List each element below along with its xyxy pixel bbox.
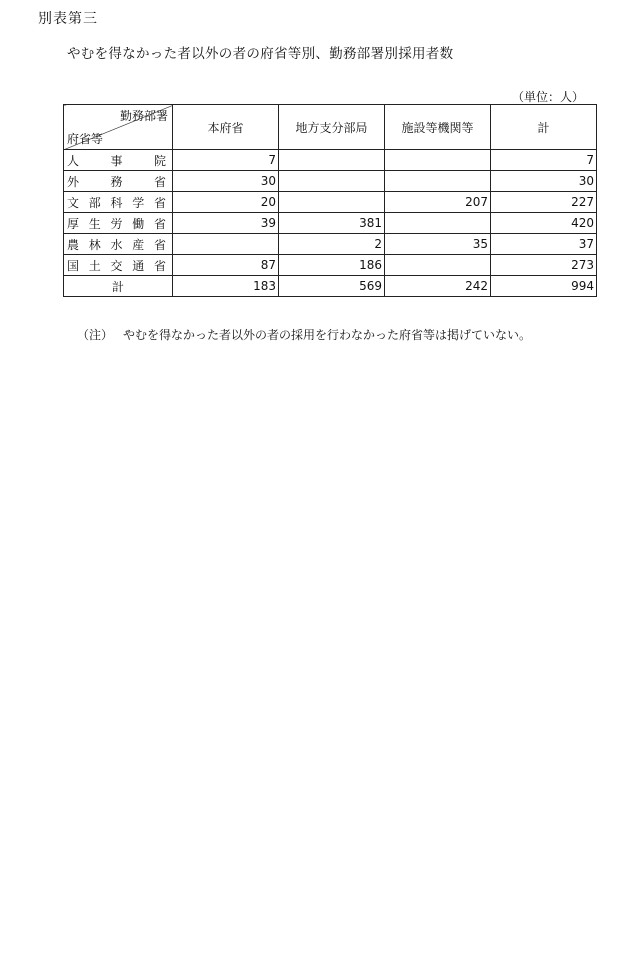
- document-label: 別表第三: [38, 11, 98, 27]
- cell-value: 186: [279, 255, 385, 276]
- cell-value: 2: [279, 234, 385, 255]
- cell-value: [385, 213, 491, 234]
- total-cell-value: 994: [491, 276, 597, 297]
- hiring-statistics-table: [63, 104, 597, 297]
- cell-value: 30: [173, 171, 279, 192]
- total-cell-value: 242: [385, 276, 491, 297]
- row-label: 文部科学省: [64, 192, 173, 213]
- cell-value: 420: [491, 213, 597, 234]
- cell-value: 7: [491, 150, 597, 171]
- table-row: [64, 192, 597, 213]
- cell-value: [279, 192, 385, 213]
- table-header-row: [64, 105, 597, 150]
- table-row: [64, 171, 597, 192]
- row-label: 人事院: [64, 150, 173, 171]
- row-label: 厚生労働省: [64, 213, 173, 234]
- total-cell-value: 183: [173, 276, 279, 297]
- cell-value: [385, 171, 491, 192]
- cell-value: [385, 150, 491, 171]
- cell-value: 227: [491, 192, 597, 213]
- cell-value: 37: [491, 234, 597, 255]
- corner-header-cell: [64, 105, 173, 150]
- cell-value: 381: [279, 213, 385, 234]
- cell-value: [279, 150, 385, 171]
- column-header-chiho: 地方支分部局: [279, 105, 385, 150]
- document-title: やむを得なかった者以外の者の府省等別、勤務部署別採用者数: [67, 46, 454, 62]
- total-row-label: 計: [64, 276, 173, 297]
- row-label: 国土交通省: [64, 255, 173, 276]
- cell-value: 30: [491, 171, 597, 192]
- corner-row-header: 府省等: [67, 132, 104, 146]
- cell-value: 20: [173, 192, 279, 213]
- footnote-text: やむを得なかった者以外の者の採用を行わなかった府省等は掲げていない。: [123, 328, 532, 342]
- column-header-total: 計: [491, 105, 597, 150]
- table-row: [64, 150, 597, 171]
- cell-value: 87: [173, 255, 279, 276]
- row-label: 外務省: [64, 171, 173, 192]
- cell-value: 273: [491, 255, 597, 276]
- corner-column-header: 勤務部署: [119, 109, 168, 123]
- cell-value: [279, 171, 385, 192]
- table-row: [64, 255, 597, 276]
- column-header-honfusho: 本府省: [173, 105, 279, 150]
- footnote-tag: （注）: [77, 328, 114, 342]
- total-cell-value: 569: [279, 276, 385, 297]
- table-total-row: [64, 276, 597, 297]
- footnote: [77, 326, 531, 343]
- cell-value: 35: [385, 234, 491, 255]
- table-row: [64, 213, 597, 234]
- column-header-shisetsu: 施設等機関等: [385, 105, 491, 150]
- cell-value: 39: [173, 213, 279, 234]
- cell-value: [385, 255, 491, 276]
- row-label: 農林水産省: [64, 234, 173, 255]
- table-row: [64, 234, 597, 255]
- cell-value: 207: [385, 192, 491, 213]
- cell-value: 7: [173, 150, 279, 171]
- cell-value: [173, 234, 279, 255]
- unit-note: （単位：人）: [512, 90, 585, 104]
